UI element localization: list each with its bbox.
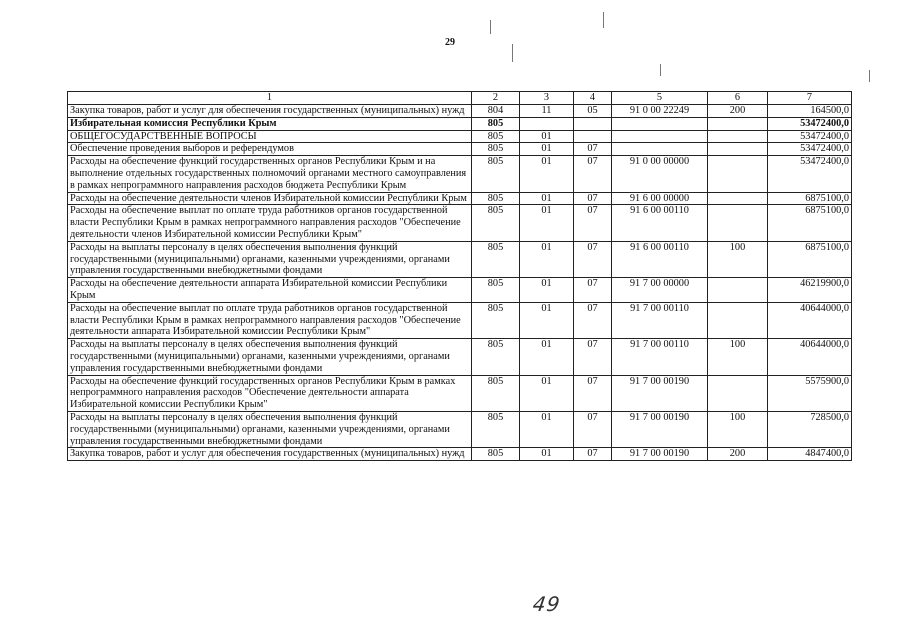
row-amount: 6875100,0 <box>768 241 852 277</box>
row-amount: 728500,0 <box>768 411 852 447</box>
row-expense-type: 100 <box>708 241 768 277</box>
row-section-code: 01 <box>520 448 574 461</box>
row-expense-type <box>708 130 768 143</box>
row-admin-code: 805 <box>472 130 520 143</box>
table-row <box>68 130 852 143</box>
row-subsection-code <box>574 117 612 130</box>
column-header-7: 7 <box>768 92 852 105</box>
row-amount: 53472400,0 <box>768 117 852 130</box>
row-expense-type <box>708 156 768 192</box>
row-description: Расходы на выплаты персоналу в целях обеспечения выполнения функций государственными (муниципальными) органами, казенными учреждениями, органами управления государственными внебюджетными фондами <box>68 339 472 375</box>
scan-artifact <box>603 12 604 28</box>
table-row <box>68 143 852 156</box>
table-row <box>68 302 852 338</box>
row-target-article: 91 7 00 00190 <box>612 375 708 411</box>
table-row <box>68 156 852 192</box>
row-admin-code: 805 <box>472 156 520 192</box>
row-section-code: 01 <box>520 411 574 447</box>
row-admin-code: 805 <box>472 241 520 277</box>
row-subsection-code: 07 <box>574 143 612 156</box>
row-section-code: 01 <box>520 156 574 192</box>
row-description: Расходы на обеспечение деятельности аппарата Избирательной комиссии Республики Крым <box>68 278 472 303</box>
row-amount: 53472400,0 <box>768 130 852 143</box>
row-amount: 40644000,0 <box>768 302 852 338</box>
row-section-code: 01 <box>520 130 574 143</box>
row-subsection-code: 05 <box>574 105 612 118</box>
table-row <box>68 105 852 118</box>
row-expense-type <box>708 205 768 241</box>
column-header-3: 3 <box>520 92 574 105</box>
row-admin-code: 805 <box>472 339 520 375</box>
row-description: Расходы на обеспечение выплат по оплате труда работников органов государственной власти Республики Крым в рамках непрограммного направления расходов "Обеспечение деятельности членов Избирательной комиссии Республики Крым" <box>68 205 472 241</box>
row-description: Избирательная комиссия Республики Крым <box>68 117 472 130</box>
row-description: Закупка товаров, работ и услуг для обеспечения государственных (муниципальных) нужд <box>68 105 472 118</box>
table-row <box>68 205 852 241</box>
table-row <box>68 375 852 411</box>
scan-artifact <box>512 44 513 62</box>
row-subsection-code: 07 <box>574 411 612 447</box>
row-target-article: 91 0 00 22249 <box>612 105 708 118</box>
row-expense-type <box>708 278 768 303</box>
row-admin-code: 805 <box>472 278 520 303</box>
row-admin-code: 805 <box>472 205 520 241</box>
row-expense-type <box>708 143 768 156</box>
row-description: Закупка товаров, работ и услуг для обеспечения государственных (муниципальных) нужд <box>68 448 472 461</box>
row-section-code: 01 <box>520 192 574 205</box>
row-subsection-code: 07 <box>574 278 612 303</box>
row-description: Расходы на обеспечение выплат по оплате труда работников органов государственной власти Республики Крым в рамках непрограммного направления расходов "Обеспечение деятельности аппарата Избирательной комиссии Республики Крым" <box>68 302 472 338</box>
row-subsection-code <box>574 130 612 143</box>
row-section-code: 01 <box>520 205 574 241</box>
table-row <box>68 278 852 303</box>
row-admin-code: 805 <box>472 375 520 411</box>
row-description: Расходы на выплаты персоналу в целях обеспечения выполнения функций государственными (муниципальными) органами, казенными учреждениями, органами управления государственными внебюджетными фондами <box>68 241 472 277</box>
row-section-code <box>520 117 574 130</box>
row-target-article: 91 6 00 00000 <box>612 192 708 205</box>
row-target-article: 91 7 00 00190 <box>612 448 708 461</box>
row-expense-type: 200 <box>708 105 768 118</box>
table-row <box>68 241 852 277</box>
scan-artifact <box>660 64 661 76</box>
row-amount: 46219900,0 <box>768 278 852 303</box>
row-subsection-code: 07 <box>574 375 612 411</box>
row-section-code: 11 <box>520 105 574 118</box>
row-target-article: 91 0 00 00000 <box>612 156 708 192</box>
table-row <box>68 448 852 461</box>
row-target-article <box>612 117 708 130</box>
row-admin-code: 805 <box>472 117 520 130</box>
row-amount: 4847400,0 <box>768 448 852 461</box>
row-amount: 53472400,0 <box>768 143 852 156</box>
row-target-article: 91 6 00 00110 <box>612 205 708 241</box>
table-row <box>68 411 852 447</box>
row-description: Расходы на обеспечение функций государственных органов Республики Крым в рамках непрограммного направления расходов "Обеспечение деятельности аппарата Избирательной комиссии Республики Крым" <box>68 375 472 411</box>
row-amount: 53472400,0 <box>768 156 852 192</box>
row-admin-code: 804 <box>472 105 520 118</box>
page-number: 29 <box>445 37 455 48</box>
row-section-code: 01 <box>520 278 574 303</box>
handwritten-sheet-number: 49 <box>531 592 563 616</box>
row-description: Расходы на обеспечение деятельности членов Избирательной комиссии Республики Крым <box>68 192 472 205</box>
row-description: ОБЩЕГОСУДАРСТВЕННЫЕ ВОПРОСЫ <box>68 130 472 143</box>
row-description: Расходы на выплаты персоналу в целях обеспечения выполнения функций государственными (муниципальными) органами, казенными учреждениями, органами управления государственными внебюджетными фондами <box>68 411 472 447</box>
row-amount: 5575900,0 <box>768 375 852 411</box>
row-section-code: 01 <box>520 302 574 338</box>
row-expense-type <box>708 375 768 411</box>
scan-artifact <box>490 20 491 34</box>
row-target-article <box>612 130 708 143</box>
row-target-article: 91 7 00 00110 <box>612 339 708 375</box>
row-subsection-code: 07 <box>574 156 612 192</box>
column-header-6: 6 <box>708 92 768 105</box>
row-amount: 164500,0 <box>768 105 852 118</box>
row-amount: 40644000,0 <box>768 339 852 375</box>
table-row <box>68 117 852 130</box>
row-admin-code: 805 <box>472 448 520 461</box>
row-section-code: 01 <box>520 339 574 375</box>
row-target-article: 91 7 00 00110 <box>612 302 708 338</box>
row-subsection-code: 07 <box>574 448 612 461</box>
row-subsection-code: 07 <box>574 192 612 205</box>
row-subsection-code: 07 <box>574 205 612 241</box>
row-amount: 6875100,0 <box>768 205 852 241</box>
row-section-code: 01 <box>520 375 574 411</box>
row-admin-code: 805 <box>472 302 520 338</box>
scan-artifact <box>869 70 870 82</box>
row-expense-type: 100 <box>708 411 768 447</box>
column-header-4: 4 <box>574 92 612 105</box>
table-row <box>68 339 852 375</box>
row-target-article: 91 7 00 00000 <box>612 278 708 303</box>
row-target-article: 91 7 00 00190 <box>612 411 708 447</box>
row-expense-type: 100 <box>708 339 768 375</box>
row-expense-type <box>708 192 768 205</box>
row-target-article <box>612 143 708 156</box>
budget-table <box>67 91 852 461</box>
row-description: Расходы на обеспечение функций государственных органов Республики Крым и на выполнение отдельных государственных полномочий органами местного самоуправления в рамках непрограммного направления расходов бюджета Республики Крым <box>68 156 472 192</box>
row-section-code: 01 <box>520 143 574 156</box>
row-expense-type: 200 <box>708 448 768 461</box>
row-subsection-code: 07 <box>574 339 612 375</box>
table-row <box>68 192 852 205</box>
row-admin-code: 805 <box>472 143 520 156</box>
row-description: Обеспечение проведения выборов и референдумов <box>68 143 472 156</box>
column-header-2: 2 <box>472 92 520 105</box>
column-header-1: 1 <box>68 92 472 105</box>
row-expense-type <box>708 302 768 338</box>
row-subsection-code: 07 <box>574 241 612 277</box>
column-header-5: 5 <box>612 92 708 105</box>
row-expense-type <box>708 117 768 130</box>
row-amount: 6875100,0 <box>768 192 852 205</box>
table-header-row <box>68 92 852 105</box>
row-admin-code: 805 <box>472 192 520 205</box>
row-subsection-code: 07 <box>574 302 612 338</box>
row-target-article: 91 6 00 00110 <box>612 241 708 277</box>
row-admin-code: 805 <box>472 411 520 447</box>
row-section-code: 01 <box>520 241 574 277</box>
